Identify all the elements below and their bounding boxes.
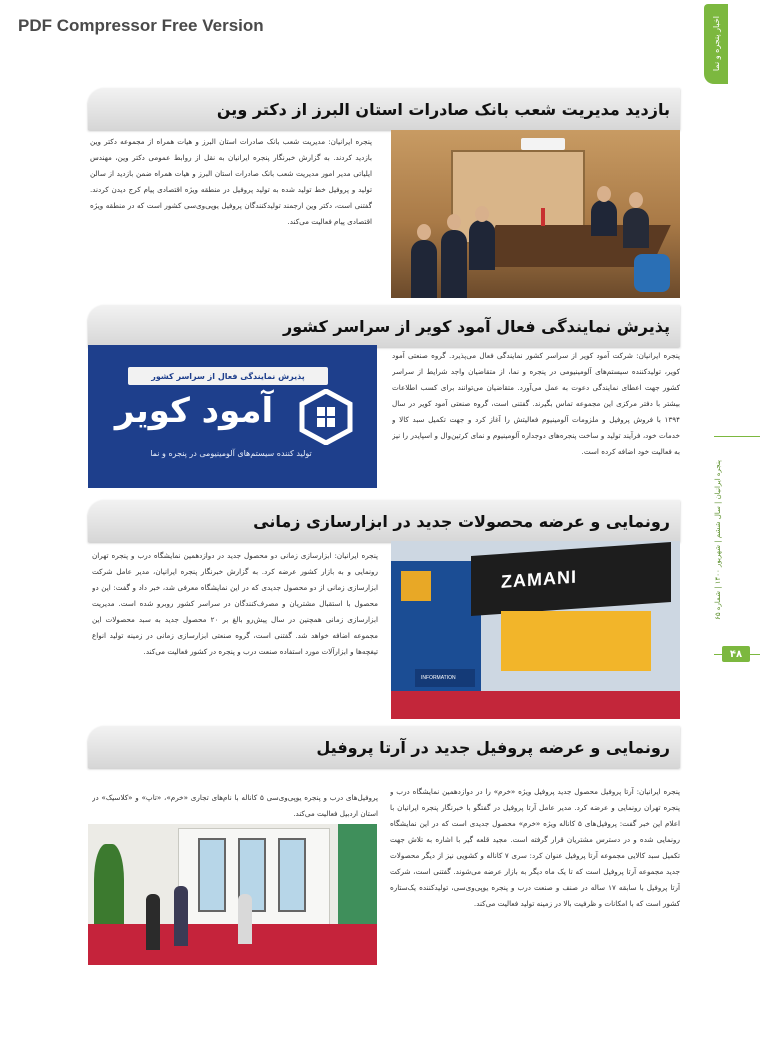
article-4-header — [88, 726, 680, 768]
article-3-title: رونمایی و عرضه محصولات جدید در ابزارسازی زمانی — [253, 511, 670, 531]
running-header-label: پنجره ایرانیان | سال ششم | شهریور ۱۴۰۰ | شماره ۶۵ — [714, 460, 722, 620]
article-4-body-left: پروفیل‌های درب و پنجره یوپی‌وی‌سی ۵ کاناله با نام‌های تجاری «خرم»، «تاپ» و «کلاسیک» در استان اردبیل فعالیت می‌کند. — [92, 793, 378, 818]
window-hexagon-icon — [298, 389, 354, 445]
information-desk-label: INFORMATION — [421, 675, 456, 681]
logo-brand-name: آمود کویر — [114, 391, 274, 431]
running-header — [708, 440, 728, 640]
booth-sign — [471, 542, 671, 616]
arta-booth-photo — [88, 824, 377, 965]
section-tab-label: اخبار پنجره و نما — [711, 16, 721, 72]
logo-tagline: تولید کننده سیستم‌های آلومینیومی در پنجره و نما — [150, 449, 312, 458]
logo-badge — [634, 254, 670, 292]
zamani-logo-icon — [401, 571, 431, 601]
article-2-header — [88, 305, 680, 347]
divider — [714, 436, 760, 437]
amood-kavir-logo — [88, 345, 377, 488]
article-3-header — [88, 500, 680, 542]
page-number: ۴۸ — [722, 646, 750, 662]
article-1-title: بازدید مدیریت شعب بانک صادرات استان البرز از دکتر وین — [216, 99, 670, 119]
article-2-title: پذیرش نمایندگی فعال آمود کویر از سراسر کشور — [282, 316, 670, 336]
article-3-body: پنجره ایرانیان: ابزارسازی زمانی دو محصول جدید در دوازدهمین نمایشگاه درب و پنجره تهران رونمایی و به بازار کشور عرضه کرد. به گزارش خبرنگار پنجره ایرانیان، مدیر عامل شرکت ابزارسازی زمانی از دو محصول جدیدی که در این نمایشگاه معرفی شد، خبر داد و گفت: این دو محصول با استقبال مشتریان و مصرف‌کنندگان در سراسر کشور روبرو شده است. مدیریت ابزارسازی زمانی همچنین در سال پیش‌رو بالغ بر ۲۰ محصول جدید به سبد محصولات این مجموعه اضافه خواهد شد. گفتنی است، گروه صنعتی ابزارسازی زمانی در زمینه تولید انواع تیغچه‌ها و ابزارآلات مورد استفاده صنعت درب و پنجره در کشور فعالیت می‌کند. — [92, 551, 378, 656]
zamani-booth-photo — [391, 541, 680, 719]
logo-ribbon: پذیرش نمایندگی فعال از سراسر کشور — [128, 367, 328, 385]
information-desk — [415, 669, 475, 687]
watermark-label: PDF Compressor Free Version — [18, 16, 264, 35]
article-4-body-right: پنجره ایرانیان: آرتا پروفیل محصول جدید پروفیل ویژه «خرم» را در دوازدهمین نمایشگاه درب و پنجره تهران رونمایی و عرضه کرد. مدیر عامل آرتا پروفیل در گفتگو با خبرنگار پنجره ایرانیان با اعلام این خبر گفت: پروفیل‌های ۵ کاناله ویژه «خرم» محصول جدیدی است که در این نمایشگاه رونمایی شده و در دسترس مشتریان قرار گرفته است. مجید قلعه گیر با اشاره به تلاش جهت تکمیل سبد کالایی مجموعه آرتا پروفیل عنوان کرد: سری ۷ کاناله و کشویی نیز از دیگر محصولات جدید مجموعه آرتا پروفیل است که تا یک ماه دیگر به بازار عرضه می‌شوند. گفتنی است، شرکت آرتا پروفیل با سابقه ۱۷ ساله در صنف و صنعت درب و پنجره یوپی‌وی‌سی، تولیدکننده یک‌ستاره کشور است که با امکانات و ظرفیت بالا در زمینه تولید فعالیت می‌کند. — [390, 787, 680, 908]
article-2-body: پنجره ایرانیان: شرکت آمود کویر از سراسر کشور نمایندگی فعال می‌پذیرد. گروه صنعتی آمود کویر، تولیدکننده سیستم‌های آلومینیومی در پنجره و نما، از متقاضیان واجد شرایط از سراسر کشور جهت اعطای نمایندگی دعوت به عمل می‌آورد. متقاضیان می‌توانند برای کسب اطلاعات بیشتر با دفتر مرکزی این مجموعه تماس بگیرند. گفتنی است، گروه صنعتی آمود کویر در سال ۱۳۹۴ با فروش پروفیل و ملزومات آلومینیوم فعالیتش را آغاز کرد و جهت تکمیل سبد کالا و خدمات خود، فرآیند تولید و ساخت پنجره‌های دوجداره آلومینیوم و نمای کرتین‌وال و اسپایدر را نیز به فعالیت خود اضافه کرده است. — [392, 351, 680, 456]
article-1-body: پنجره ایرانیان: مدیریت شعب بانک صادرات استان البرز و هیات همراه از مجموعه دکتر وین بازدید کردند. به گزارش خبرنگار پنجره ایرانیان به نقل از روابط عمومی دکتر وین، مهندس ایلیاتی مدیر امور مدیریت شعب بانک صادرات استان البرز و هیات همراه ضمن بازدید از سالن تولید و پروفیل خط تولید شده به تولید پروفیل در منطقه ویژه اقتصادی پیام کرج دیدن کردند. گفتنی است، دکتر وین ارجمند تولیدکنندگان پروفیل یوپی‌وی‌سی کشور است که در منطقه ویژه اقتصادی پیام فعالیت می‌کند. — [90, 137, 372, 226]
meeting-photo — [391, 130, 680, 298]
booth-sign-label: ZAMANI — [501, 566, 577, 592]
section-tab[interactable] — [704, 4, 728, 84]
article-1-header — [88, 88, 680, 130]
article-4-title: رونمایی و عرضه پروفیل جدید در آرتا پروفیل — [316, 737, 670, 757]
